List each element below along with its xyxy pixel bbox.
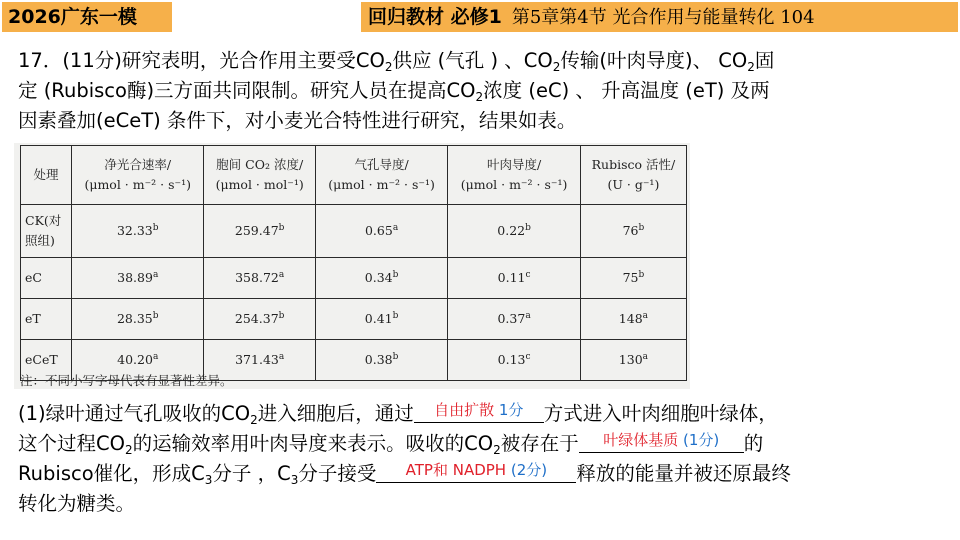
table-cell: 0.65$^a$ bbox=[315, 205, 447, 258]
table-header-row bbox=[21, 146, 687, 205]
results-table bbox=[20, 145, 687, 381]
table-cell: 75$^b$ bbox=[580, 258, 686, 299]
answer-text: ATP和 NADPH bbox=[405, 461, 507, 479]
table-cell: 0.41$^b$ bbox=[315, 299, 447, 340]
table-row bbox=[21, 205, 687, 258]
chapter-tag bbox=[361, 2, 958, 32]
answer-line-3: Rubisco催化，形成$C_3$分子 ，$C_3$分子接受 ATP和 NADPH (2分) 释放的能量并被还原最终 bbox=[18, 461, 791, 487]
row-label: eCeT bbox=[21, 340, 72, 381]
table-cell: 358.72$^a$ bbox=[204, 258, 315, 299]
table-cell: 0.37$^a$ bbox=[448, 299, 580, 340]
header-rubisco-activity: Rubisco 活性/ (U · g⁻¹) bbox=[580, 146, 686, 205]
table-cell: 28.35$^b$ bbox=[72, 299, 204, 340]
answer-line-1: (1)绿叶通过气孔吸收的$CO_2$进入细胞后，通过 自由扩散 1分 方式进入叶肉细胞叶绿体， bbox=[18, 401, 778, 427]
chapter-title: 回归教材 必修1 bbox=[368, 6, 502, 28]
answer-text: 叶绿体基质 bbox=[603, 431, 679, 449]
question-line-3: 因素叠加(eCeT) 条件下，对小麦光合特性进行研究，结果如表。 bbox=[18, 109, 577, 132]
answer-blank-1 bbox=[414, 400, 544, 423]
table-cell: 0.11$^c$ bbox=[448, 258, 580, 299]
score-text: (2分) bbox=[510, 461, 548, 479]
table-cell: 0.38$^b$ bbox=[315, 340, 447, 381]
table-cell: 0.13$^c$ bbox=[448, 340, 580, 381]
table-cell: 0.22$^b$ bbox=[448, 205, 580, 258]
answer-blank-3 bbox=[376, 460, 576, 483]
question-line-1: 17．(11分)研究表明，光合作用主要受$CO_2$供应 (气孔 ) 、$CO_2$传输(叶肉导度)、 $CO_2$固 bbox=[18, 49, 775, 74]
header-treatment: 处理 bbox=[21, 146, 72, 205]
chapter-lesson: 第5章第4节 光合作用与能量转化 104 bbox=[511, 7, 815, 28]
row-label: CK(对 照组) bbox=[21, 205, 72, 258]
table-row bbox=[21, 299, 687, 340]
header-intercellular-co2: 胞间 CO₂ 浓度/ (μmol · mol⁻¹) bbox=[204, 146, 315, 205]
score-text: 1分 bbox=[498, 401, 524, 419]
table-cell: 130$^a$ bbox=[580, 340, 686, 381]
table-footnote: 注：不同小写字母代表有显著性差异。 bbox=[20, 373, 233, 388]
question-line-2: 定 (Rubisco酶)三方面共同限制。研究人员在提高$CO_2$浓度 (eC) 、 升高温度 (eT) 及两 bbox=[18, 79, 770, 104]
table-cell: 40.20$^a$ bbox=[72, 340, 204, 381]
row-label: eT bbox=[21, 299, 72, 340]
row-label: eC bbox=[21, 258, 72, 299]
table-cell: 148$^a$ bbox=[580, 299, 686, 340]
table-cell: 254.37$^b$ bbox=[204, 299, 315, 340]
score-text: (1分) bbox=[683, 431, 720, 449]
header-stomatal-conductance: 气孔导度/ (μmol · m⁻² · s⁻¹) bbox=[315, 146, 447, 205]
year-tag-text: 2026广东一模 bbox=[8, 6, 137, 28]
sub-question-1 bbox=[18, 399, 948, 519]
header-mesophyll-conductance: 叶肉导度/ (μmol · m⁻² · s⁻¹) bbox=[448, 146, 580, 205]
answer-line-2: 这个过程$CO_2$的运输效率用叶肉导度来表示。吸收的$CO_2$被存在于 叶绿体基质 (1分) 的 bbox=[18, 431, 764, 457]
answer-line-4: 转化为糖类。 bbox=[18, 492, 136, 515]
answer-blank-2 bbox=[579, 430, 744, 453]
question-stem bbox=[18, 46, 948, 136]
table-cell: 0.34$^b$ bbox=[315, 258, 447, 299]
table-cell: 259.47$^b$ bbox=[204, 205, 315, 258]
table-cell: 38.89$^a$ bbox=[72, 258, 204, 299]
table-cell: 371.43$^a$ bbox=[204, 340, 315, 381]
results-table-image bbox=[14, 143, 690, 389]
answer-text: 自由扩散 bbox=[434, 401, 495, 419]
header-net-photosynthesis: 净光合速率/ (μmol · m⁻² · s⁻¹) bbox=[72, 146, 204, 205]
year-tag bbox=[2, 2, 172, 32]
table-cell: 32.33$^b$ bbox=[72, 205, 204, 258]
table-row bbox=[21, 258, 687, 299]
table-cell: 76$^b$ bbox=[580, 205, 686, 258]
